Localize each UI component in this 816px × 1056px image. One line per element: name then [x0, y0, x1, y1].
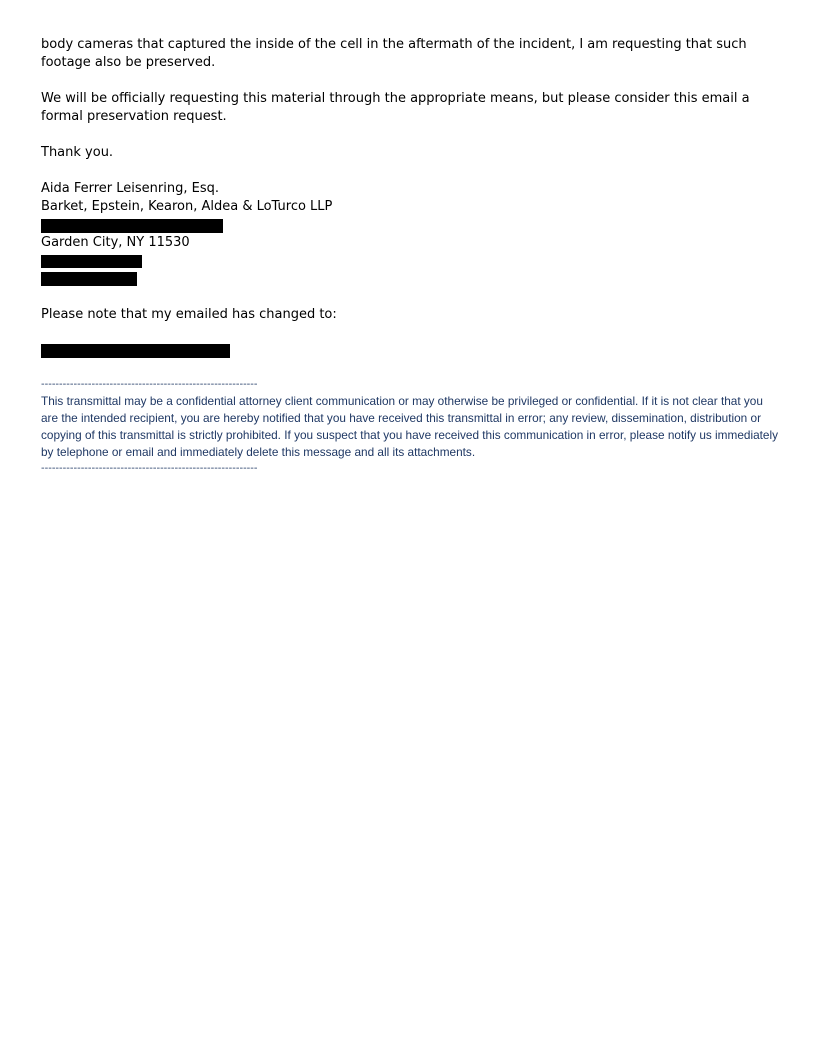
redaction-fax [41, 272, 137, 286]
signature-name: Aida Ferrer Leisenring, Esq. [41, 181, 219, 196]
redaction-new-email [41, 344, 230, 358]
paragraph-preservation-request: We will be officially requesting this material through the appropriate means, but please consider this email a formal preservation request. [41, 91, 750, 124]
redaction-street-address [41, 219, 223, 233]
redaction-phone [41, 255, 142, 268]
signature-firm: Barket, Epstein, Kearon, Aldea & LoTurco LLP [41, 199, 333, 214]
paragraph-footage-request: body cameras that captured the inside of the cell in the aftermath of the incident, I am requesting that such footage also be preserved. [41, 37, 747, 70]
paragraph-thanks: Thank you. [41, 145, 114, 160]
disclaimer-rule-top: ------------------------------------------------------------ [41, 379, 258, 390]
disclaimer-rule-bottom: ------------------------------------------------------------ [41, 463, 258, 474]
email-change-note: Please note that my emailed has changed to: [41, 307, 337, 322]
confidentiality-disclaimer: This transmittal may be a confidential attorney client communication or may otherwise be privileged or confidential. If it is not clear that you are the intended recipient, you are hereby notified that you have received this transmittal in error; any review, dissemination, distribution or copying of this transmittal is strictly prohibited. If you suspect that you have received this communication in error, please notify us immediately by telephone or email and immediately delete this message and all its attachments. [41, 394, 778, 459]
signature-city: Garden City, NY 11530 [41, 235, 190, 250]
